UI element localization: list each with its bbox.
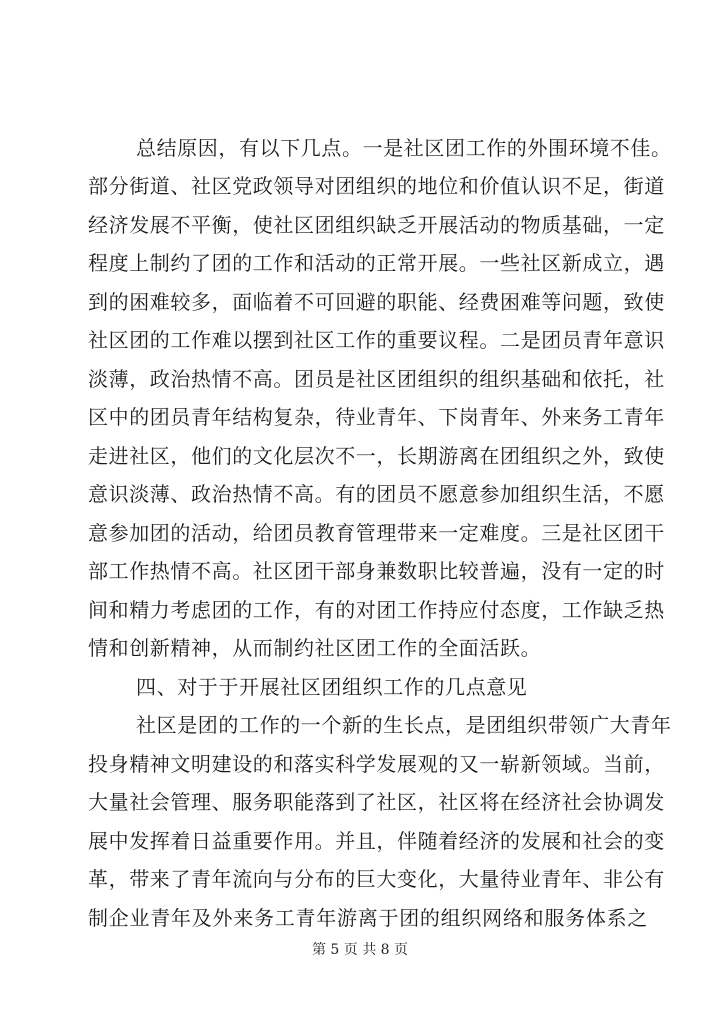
paragraph-line: 部工作热情不高。社区团干部身兼数职比较普遍，没有一定的时 [88,559,665,583]
paragraph-line: 制企业青年及外来务工青年游离于团的组织网络和服务体系之 [88,906,648,930]
paragraph-line: 投身精神文明建设的和落实科学发展观的又一崭新领域。当前， [88,752,665,776]
paragraph-line: 走进社区，他们的文化层次不一，长期游离在团组织之外，致使 [88,444,665,468]
page-footer: 第 5 页 共 8 页 [311,942,409,958]
paragraph-line: 淡薄，政治热情不高。团员是社区团组织的组织基础和依托，社 [88,367,665,391]
paragraph-line: 意参加团的活动，给团员教育管理带来一定难度。三是社区团干 [88,521,665,545]
paragraph-line: 程度上制约了团的工作和活动的正常开展。一些社区新成立，遇 [88,251,665,275]
paragraph-line: 社区团的工作难以摆到社区工作的重要议程。二是团员青年意识 [88,328,665,352]
paragraph-line: 大量社会管理、服务职能落到了社区，社区将在经济社会协调发 [88,790,665,814]
paragraph-line: 意识淡薄、政治热情不高。有的团员不愿意参加组织生活，不愿 [88,482,665,506]
paragraph-line: 间和精力考虑团的工作，有的对团工作持应付态度，工作缺乏热 [88,598,665,622]
section-heading: 四、对于于开展社区团组织工作的几点意见 [136,675,528,699]
paragraph-line: 区中的团员青年结构复杂，待业青年、下岗青年、外来务工青年 [88,405,665,429]
paragraph-line: 经济发展不平衡，使社区团组织缺乏开展活动的物质基础，一定 [88,213,665,237]
paragraph-line: 部分街道、社区党政领导对团组织的地位和价值认识不足，街道 [88,174,665,198]
paragraph-line: 展中发挥着日益重要作用。并且，伴随着经济的发展和社会的变 [88,829,665,853]
paragraph-line: 革，带来了青年流向与分布的巨大变化，大量待业青年、非公有 [88,867,665,891]
paragraph-line: 总结原因，有以下几点。一是社区团工作的外围环境不佳。 [136,136,672,160]
paragraph-line: 社区是团的工作的一个新的生长点，是团组织带领广大青年 [136,713,672,737]
paragraph-line: 到的困难较多，面临着不可回避的职能、经费困难等问题，致使 [88,290,665,314]
paragraph-line: 情和创新精神，从而制约社区团工作的全面活跃。 [88,636,542,660]
